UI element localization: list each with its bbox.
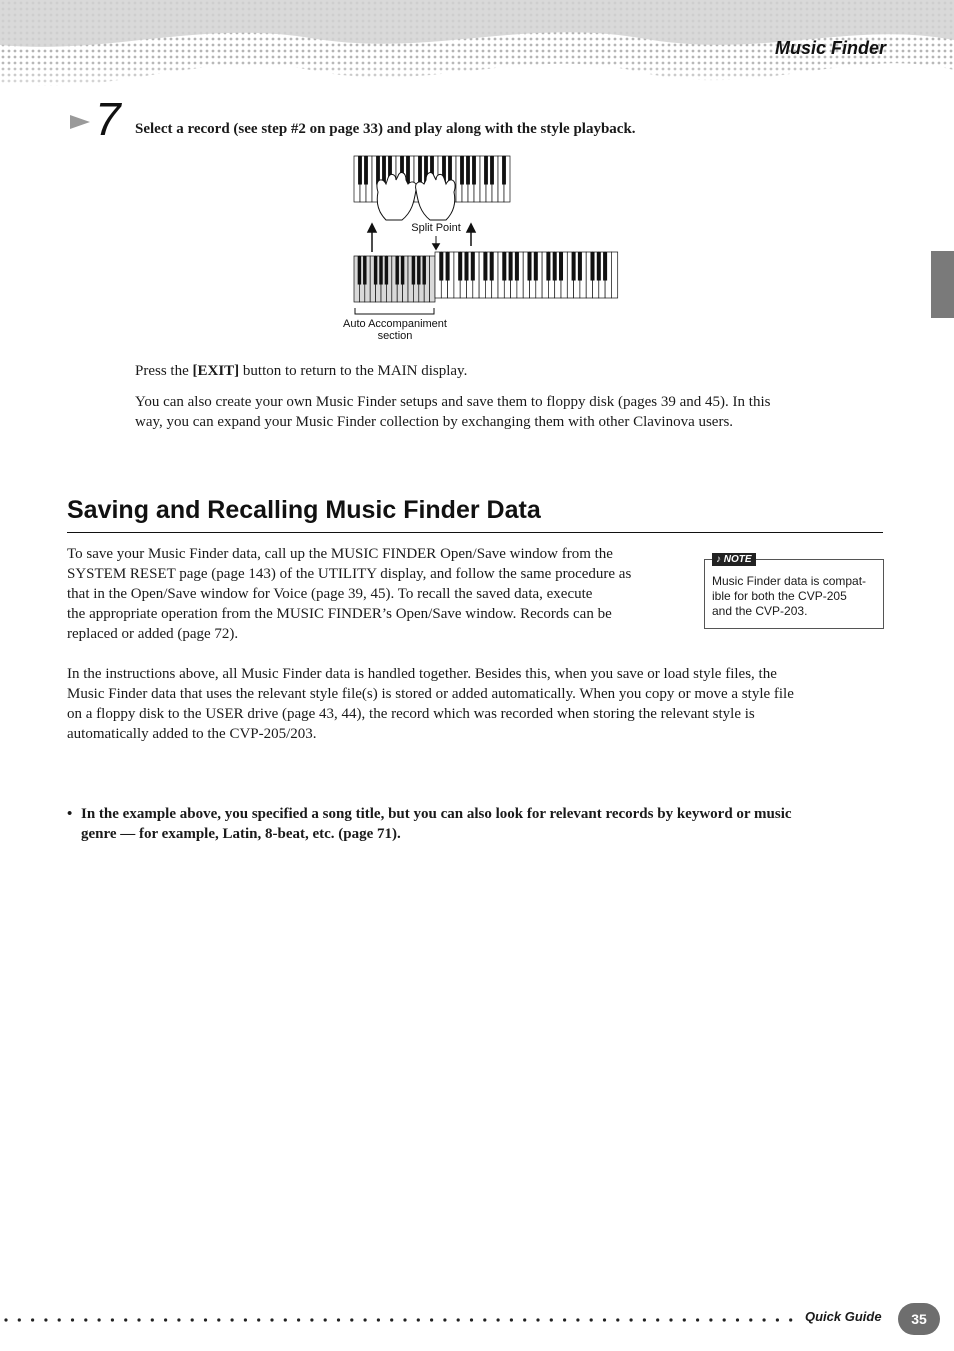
accomp-bracket: [355, 308, 434, 314]
bullet-icon: •: [67, 806, 73, 822]
section-heading: Saving and Recalling Music Finder Data: [67, 496, 541, 524]
note-text: Music Finder data is compat- ible for both the CVP-205 and the CVP-203.: [712, 574, 867, 618]
exit-button-ref: [EXIT]: [192, 363, 240, 379]
header-section-title: Music Finder: [774, 38, 886, 58]
footer-label: Quick Guide: [805, 1309, 882, 1324]
lower-keyboard: [354, 252, 618, 302]
handling-paragraph: In the instructions above, all Music Finder data is handled together. Besides this, when you save or load style files, the Music Finder data that uses the relevant style file(s) is stored or added automatically. When you copy or move a style file on a floppy disk to the USER drive (page 43, 44), the record which was recorded when storing the relevant style is automatically added to the CVP-205/203.: [67, 666, 794, 742]
heading-rule: [67, 532, 883, 533]
step-instruction: Select a record (see step #2 on page 33) and play along with the style playback.: [135, 121, 636, 137]
create-setups-paragraph: You can also create your own Music Finder setups and save them to floppy disk (pages 39 and 45). In this way, you can expand your Music Finder collection by exchanging them with other Clavinova users.: [135, 394, 771, 430]
split-point-label: Split Point: [411, 222, 461, 234]
step-arrow-icon: [70, 115, 90, 129]
keyboard-split-diagram: [330, 150, 630, 350]
page-number: 35: [898, 1303, 940, 1335]
footer-dot-rule: [4, 1318, 794, 1322]
step-number: 7: [95, 93, 121, 145]
tip-text: In the example above, you specified a song title, but you can also look for relevant records by keyword or music genre — for example, Latin, 8-beat, etc. (page 71).: [81, 806, 792, 842]
exit-instruction: Press the [EXIT] button to return to the MAIN display.: [135, 363, 468, 379]
save-paragraph: To save your Music Finder data, call up the MUSIC FINDER Open/Save window from the SYSTEM RESET page (page 143) of the UTILITY display, and follow the same procedure as that in the Open/Save window for Voice (page 39, 45). To recall the saved data, execute the appropriate operation from the MUSIC FINDER’s Open/Save window. Records can be replaced or added (page 72).: [67, 546, 632, 642]
accomp-section-label: Auto Accompaniment section: [343, 318, 447, 342]
note-tag: ♪ NOTE: [712, 553, 756, 566]
chapter-tab: [931, 251, 954, 318]
